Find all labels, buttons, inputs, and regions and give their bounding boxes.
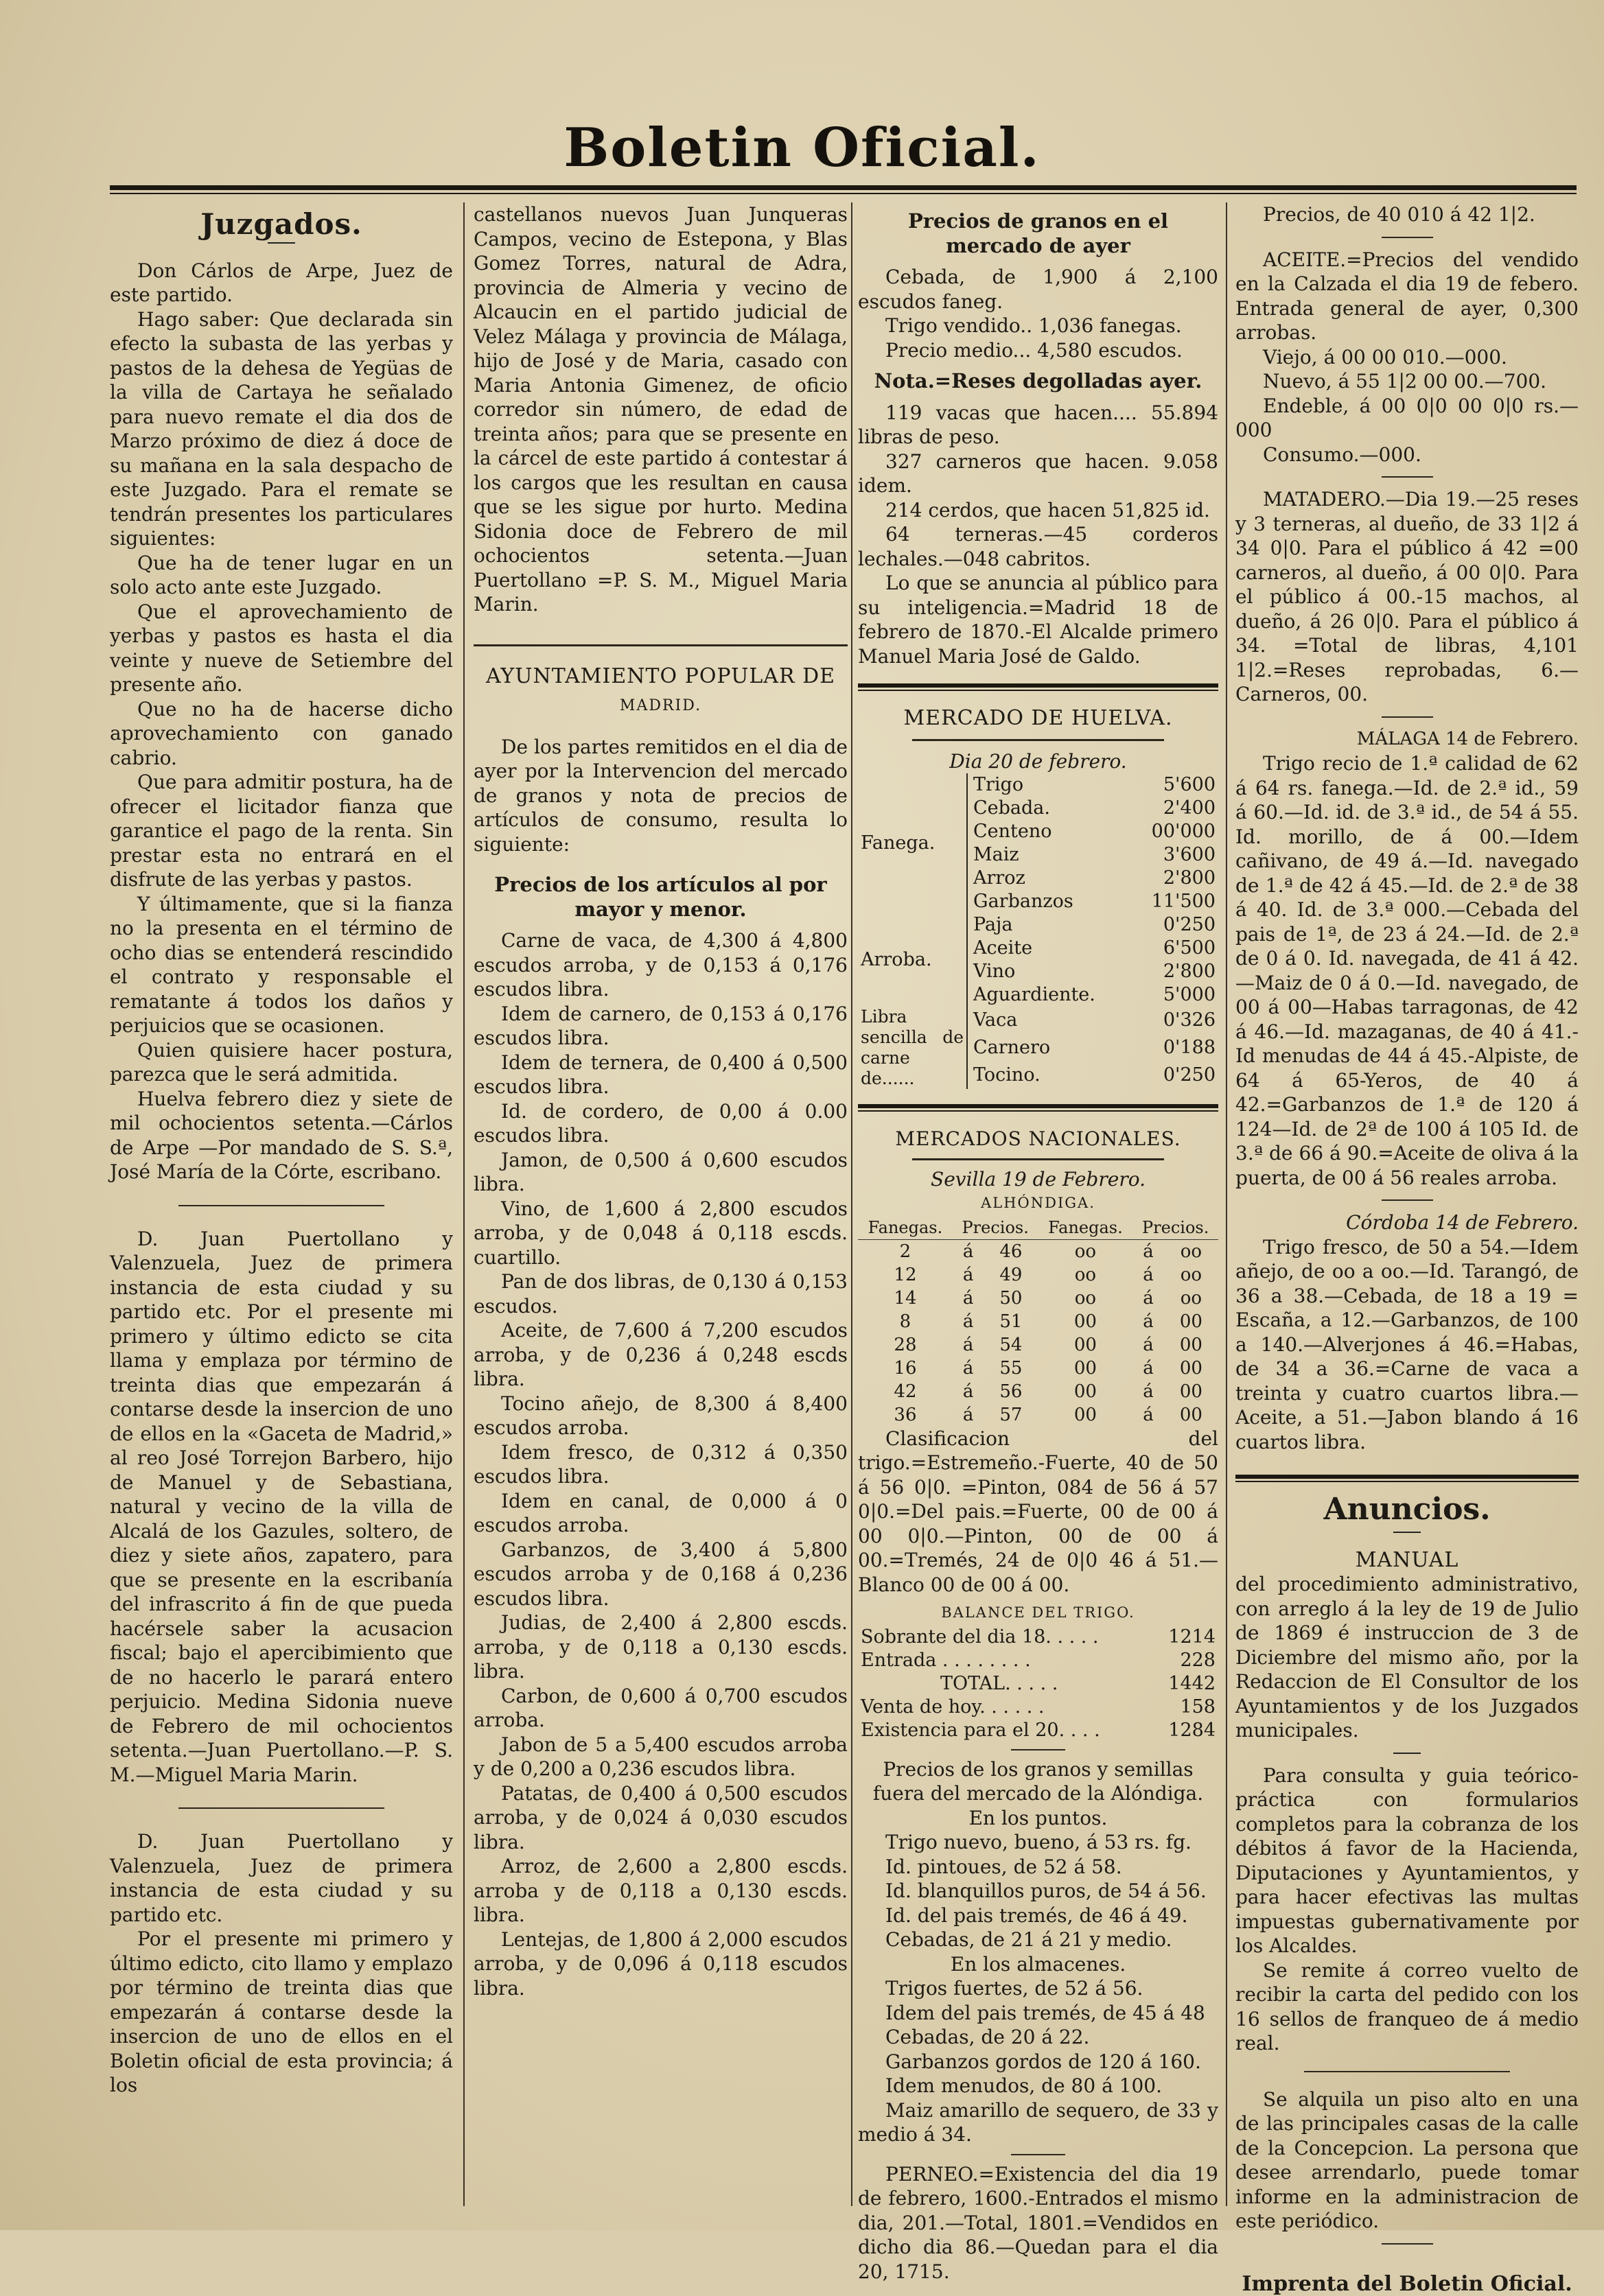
aceite-row: Endeble, á 00 0|0 00 0|0 rs.—000 bbox=[1235, 394, 1579, 443]
product-price: 3'600 bbox=[1131, 843, 1218, 867]
table-row bbox=[858, 1333, 1218, 1357]
prices-subheading: Precios de los artículos al por mayor y menor. bbox=[474, 873, 848, 922]
table-cell: á bbox=[953, 1239, 984, 1263]
balance-label: Entrada . . . . . . . . bbox=[858, 1649, 1154, 1672]
column-header: Precios. bbox=[1132, 1216, 1218, 1240]
notice-paragraph: Que para admitir postura, ha de ofrecer el licitador fianza que garantice el pago de la renta. Sin prestar esta no entrará en el disfrute de las yerbas y pastos. bbox=[110, 770, 453, 892]
product-price: 0'250 bbox=[1131, 1062, 1218, 1089]
almacenes-line: Maiz amarillo de sequero, de 33 y medio á 34. bbox=[858, 2098, 1218, 2147]
table-cell: 00 bbox=[1164, 1310, 1218, 1333]
table-cell: 42 bbox=[858, 1380, 953, 1403]
divider bbox=[1393, 1753, 1421, 1754]
precios-line: Precios, de 40 010 á 42 1|2. bbox=[1235, 202, 1579, 227]
product-price: 2'400 bbox=[1131, 797, 1218, 820]
table-cell: á bbox=[953, 1403, 984, 1427]
granos-line: Precio medio... 4,580 escudos. bbox=[858, 338, 1218, 363]
table-cell: 50 bbox=[984, 1287, 1038, 1310]
edict-intro: D. Juan Puertollano y Valenzuela, Juez de primera instancia de esta ciudad y su partido etc. bbox=[110, 1829, 453, 1927]
divider bbox=[1382, 237, 1433, 238]
divider bbox=[1393, 1532, 1421, 1533]
divider bbox=[1382, 716, 1433, 718]
table-cell: oo bbox=[1038, 1263, 1132, 1287]
table-cell: oo bbox=[1038, 1239, 1132, 1263]
table-header-row bbox=[858, 1216, 1218, 1240]
product-price: 00'000 bbox=[1131, 820, 1218, 843]
product-name: Arroz bbox=[967, 867, 1131, 890]
table-cell: á bbox=[953, 1287, 984, 1310]
divider bbox=[178, 1807, 384, 1809]
perneo-paragraph: PERNEO.=Existencia del dia 19 de febrero, 1600.-Entrados el mismo dia, 201.—Total, 1801.=Vendidos en dicho dia 86.—Quedan para el dia 20, 1715. bbox=[858, 2162, 1218, 2284]
divider bbox=[1235, 1475, 1579, 1482]
table-row bbox=[858, 1696, 1218, 1719]
nacionales-heading: MERCADOS NACIONALES. bbox=[858, 1127, 1218, 1151]
balance-value: 1214 bbox=[1154, 1626, 1218, 1649]
balance-value: 1442 bbox=[1154, 1672, 1218, 1696]
table-row bbox=[858, 773, 1218, 797]
clasificacion-text: Clasificacion del trigo.=Estremeño.-Fuerte, 40 de 50 á 56 0|0. =Pinton, 084 de 56 á 57 0|0.=Del pais.=Fuerte, 00 de 00 á 00 0|0.—Pinton, 00 de 00 á 00.=Tremés, 24 de 0|0 46 á 51.—Blanco 00 de 00 á 00. bbox=[858, 1427, 1218, 1597]
product-price: 11'500 bbox=[1131, 890, 1218, 913]
puntos-line: Id. blanquillos puros, de 54 á 56. bbox=[858, 1879, 1218, 1903]
column-divider bbox=[851, 202, 852, 2206]
notice-paragraph: Hago saber: Que declarada sin efecto la subasta de las yerbas y pastos de la dehesa de Yegüas de la villa de Cartaya he señalado para nuevo remate el dia dos de Marzo próximo de diez á doce de su mañana en la sala despacho de este Juzgado. Para el remate se tendrán presentes los particulares siguientes: bbox=[110, 307, 453, 551]
manual-paragraph: Para consulta y guia teórico-práctica con formularios completos para la cobranza de los débitos á favor de la Hacienda, Diputaciones y Ayuntamientos, y para hacer efectivas las multas impuestas gubernativamente por los Alcaldes. bbox=[1235, 1764, 1579, 1958]
column-divider bbox=[1226, 202, 1227, 2206]
table-cell: á bbox=[953, 1263, 984, 1287]
price-item: Judias, de 2,400 á 2,800 escds. arroba, y de 0,118 a 0,130 escds. libra. bbox=[474, 1610, 848, 1684]
cordoba-paragraph: Trigo fresco, de 50 a 54.—Idem añejo, de oo a oo.—Id. Tarangó, de 36 a 38.—Cebada, de 18 a 19 = Escaña, a 12.—Garbanzos, de 100 a 140.—Alverjones á 46.=Habas, de 34 a 36.=Carne de vaca a treinta y cuatro cuartos libra.—Aceite, a 51.—Jabon blando á 16 cuartos libra. bbox=[1235, 1235, 1579, 1455]
alhondiga-table bbox=[858, 1216, 1218, 1427]
reses-line: 64 terneras.—45 corderos lechales.—048 cabritos. bbox=[858, 522, 1218, 571]
unit-label: Libra sencilla de carne de...... bbox=[858, 1007, 967, 1089]
balance-rows bbox=[858, 1626, 1218, 1742]
price-item: Arroz, de 2,600 a 2,800 escds. arroba y de 0,118 a 0,130 escds. libra. bbox=[474, 1854, 848, 1928]
divider bbox=[1382, 1199, 1433, 1201]
table-cell: 16 bbox=[858, 1357, 953, 1380]
notice-paragraph: Que no ha de hacerse dicho aprovechamiento con ganado cabrio. bbox=[110, 697, 453, 771]
product-name: Carnero bbox=[967, 1034, 1131, 1062]
reses-heading: Nota.=Reses degolladas ayer. bbox=[858, 369, 1218, 394]
table-cell: 49 bbox=[984, 1263, 1038, 1287]
product-price: 0'250 bbox=[1131, 913, 1218, 937]
price-item: Patatas, de 0,400 á 0,500 escudos arroba, y de 0,024 á 0,030 escudos libra. bbox=[474, 1781, 848, 1855]
table-cell: 00 bbox=[1164, 1357, 1218, 1380]
divider bbox=[858, 1104, 1218, 1112]
table-cell: 36 bbox=[858, 1403, 953, 1427]
price-item: Idem en canal, de 0,000 á 0 escudos arroba. bbox=[474, 1489, 848, 1538]
divider bbox=[1011, 2154, 1065, 2155]
column-1 bbox=[110, 202, 453, 2206]
balance-label: TOTAL. . . . . bbox=[858, 1672, 1154, 1696]
cordoba-heading: Córdoba 14 de Febrero. bbox=[1235, 1210, 1579, 1235]
reses-line: 327 carneros que hacen. 9.058 idem. bbox=[858, 449, 1218, 498]
table-cell: 54 bbox=[984, 1333, 1038, 1357]
huelva-market-table bbox=[858, 773, 1218, 1089]
aceite-row: Nuevo, á 55 1|2 00 00.—700. bbox=[1235, 369, 1579, 394]
table-cell: 00 bbox=[1164, 1380, 1218, 1403]
almacenes-line: Idem menudos, de 80 á 100. bbox=[858, 2074, 1218, 2098]
table-cell: 00 bbox=[1038, 1333, 1132, 1357]
unit-label: Fanega. bbox=[858, 773, 967, 913]
column-header: Fanegas. bbox=[1038, 1216, 1132, 1240]
table-row bbox=[858, 1357, 1218, 1380]
unit-label: Arroba. bbox=[858, 913, 967, 1007]
table-row bbox=[858, 1380, 1218, 1403]
almacenes-heading: En los almacenes. bbox=[858, 1952, 1218, 1977]
table-row bbox=[858, 1007, 1218, 1034]
matadero-paragraph: MATADERO.—Dia 19.—25 reses y 3 terneras, al dueño, de 33 1|2 á 34 0|0. Para el público á 42 =00 carneros, al dueño, á 00 0|0. Para el público á 00.-15 machos, al dueño, á 26 0|0. Para el público á 34. =Total de libras, 4,101 1|2.=Reses reprobadas, 6.—Carneros, 00. bbox=[1235, 487, 1579, 707]
balance-value: 158 bbox=[1154, 1696, 1218, 1719]
notice-paragraph: Y últimamente, que si la fianza no la presenta en el término de ocho dias se entenderá rescindido el contrato y responsable el rematante á todos los daños y perjuicios que se ocasionen. bbox=[110, 892, 453, 1038]
anuncios-heading: Anuncios. bbox=[1235, 1497, 1579, 1522]
price-item: Carbon, de 0,600 á 0,700 escudos arroba. bbox=[474, 1684, 848, 1733]
balance-heading: BALANCE DEL TRIGO. bbox=[858, 1601, 1218, 1626]
table-cell: á bbox=[1132, 1333, 1163, 1357]
price-item: Vino, de 1,600 á 2,800 escudos arroba, y de 0,048 á 0,118 escds. cuartillo. bbox=[474, 1197, 848, 1270]
balance-label: Venta de hoy. . . . . . bbox=[858, 1696, 1154, 1719]
divider bbox=[178, 1205, 384, 1206]
alhondiga-heading: ALHÓNDIGA. bbox=[858, 1191, 1218, 1216]
product-price: 6'500 bbox=[1131, 937, 1218, 960]
puntos-heading: En los puntos. bbox=[858, 1806, 1218, 1831]
balance-value: 1284 bbox=[1154, 1719, 1218, 1742]
product-price: 0'326 bbox=[1131, 1007, 1218, 1034]
table-cell: 00 bbox=[1038, 1380, 1132, 1403]
divider bbox=[268, 242, 295, 244]
price-item: Garbanzos, de 3,400 á 5,800 escudos arroba y de 0,168 á 0,236 escudos libra. bbox=[474, 1538, 848, 1611]
price-item: Carne de vaca, de 4,300 á 4,800 escudos arroba, y de 0,153 á 0,176 escudos libra. bbox=[474, 928, 848, 1002]
product-price: 2'800 bbox=[1131, 867, 1218, 890]
aceite-row: Viejo, á 00 00 010.—000. bbox=[1235, 345, 1579, 370]
price-item: Aceite, de 7,600 á 7,200 escudos arroba, y de 0,236 á 0,248 escds libra. bbox=[474, 1318, 848, 1392]
divider bbox=[1304, 2071, 1510, 2072]
puntos-line: Id. del pais tremés, de 46 á 49. bbox=[858, 1903, 1218, 1928]
table-cell: á bbox=[1132, 1310, 1163, 1333]
granos-heading: Precios de granos en el mercado de ayer bbox=[858, 209, 1218, 258]
balance-label: Sobrante del dia 18. . . . . bbox=[858, 1626, 1154, 1649]
product-name: Vino bbox=[967, 960, 1131, 983]
table-cell: á bbox=[1132, 1287, 1163, 1310]
table-cell: 56 bbox=[984, 1380, 1038, 1403]
column-2 bbox=[474, 202, 848, 2206]
divider bbox=[1382, 2243, 1433, 2245]
product-name: Trigo bbox=[967, 773, 1131, 797]
table-cell: á bbox=[1132, 1357, 1163, 1380]
product-name: Paja bbox=[967, 913, 1131, 937]
table-cell: 00 bbox=[1038, 1310, 1132, 1333]
column-header: Fanegas. bbox=[858, 1216, 953, 1240]
puntos-line: Id. pintoues, de 52 á 58. bbox=[858, 1855, 1218, 1879]
masthead-rule bbox=[110, 185, 1577, 194]
table-cell: oo bbox=[1164, 1239, 1218, 1263]
reses-line: 119 vacas que hacen.... 55.894 libras de peso. bbox=[858, 401, 1218, 449]
divider bbox=[858, 683, 1218, 691]
table-cell: 00 bbox=[1164, 1333, 1218, 1357]
table-cell: 57 bbox=[984, 1403, 1038, 1427]
column-header: Precios. bbox=[953, 1216, 1038, 1240]
table-cell: 12 bbox=[858, 1263, 953, 1287]
table-cell: á bbox=[1132, 1403, 1163, 1427]
table-row bbox=[858, 1287, 1218, 1310]
almacenes-line: Trigos fuertes, de 52 á 56. bbox=[858, 1976, 1218, 2001]
reses-close: Lo que se anuncia al público para su inteligencia.=Madrid 18 de febrero de 1870.-El Alcalde primero Manuel Maria José de Galdo. bbox=[858, 571, 1218, 668]
price-item: Jabon de 5 a 5,400 escudos arroba y de 0,200 a 0,236 escudos libra. bbox=[474, 1733, 848, 1781]
section-heading-juzgados: Juzgados. bbox=[110, 212, 453, 237]
table-cell: á bbox=[1132, 1239, 1163, 1263]
product-name: Maiz bbox=[967, 843, 1131, 867]
notice-paragraph: Que el aprovechamiento de yerbas y pastos es hasta el dia veinte y nueve de Setiembre del presente año. bbox=[110, 600, 453, 697]
table-cell: á bbox=[1132, 1263, 1163, 1287]
table-cell: oo bbox=[1038, 1287, 1132, 1310]
product-name: Tocino. bbox=[967, 1062, 1131, 1089]
price-item: Idem de carnero, de 0,153 á 0,176 escudos libra. bbox=[474, 1002, 848, 1051]
column-divider bbox=[463, 202, 465, 2206]
product-name: Aceite bbox=[967, 937, 1131, 960]
product-name: Garbanzos bbox=[967, 890, 1131, 913]
aceite-row: Consumo.—000. bbox=[1235, 443, 1579, 467]
alhondiga-rows bbox=[858, 1239, 1218, 1427]
table-cell: oo bbox=[1164, 1287, 1218, 1310]
edict-paragraph: Por el presente mi primero y último edicto, cito llamo y emplazo por término de treinta dias que empezarán á contarse desde la insercion de uno de ellos en el Boletin oficial de esta provincia; á los bbox=[110, 1927, 453, 2098]
notice-paragraph: Quien quisiere hacer postura, parezca que le será admitida. bbox=[110, 1038, 453, 1087]
reses-line: 214 cerdos, que hacen 51,825 id. bbox=[858, 498, 1218, 523]
table-row bbox=[858, 1239, 1218, 1263]
manual-paragraph: del procedimiento administrativo, con arreglo á la ley de 19 de Julio de 1869 é instruccion de 3 de Diciembre del mismo año, por la Redaccion de El Consultor de los Ayuntamientos y de los Juzgados municipales. bbox=[1235, 1572, 1579, 1743]
table-cell: oo bbox=[1164, 1263, 1218, 1287]
sevilla-date: Sevilla 19 de Febrero. bbox=[858, 1167, 1218, 1192]
product-name: Vaca bbox=[967, 1007, 1131, 1034]
manual-heading: MANUAL bbox=[1235, 1548, 1579, 1573]
balance-value: 228 bbox=[1154, 1649, 1218, 1672]
malaga-paragraph: Trigo recio de 1.ª calidad de 62 á 64 rs. fanega.—Id. de 2.ª id., 59 á 60.—Id. id. de 3.ª id., de 54 á 55. Id. morillo, de á 00.—Idem cañivano, de 49 á.—Id. navegado de 1.ª de 42 á 45.—Id. de 2.ª de 38 á 40. Id. de 3.ª 000.—Cebada del pais de 1ª, de 23 á 24.—Id. de 2.ª de 0 á 0. Id. navegada, de 41 á 42.—Maiz de 0 á 0.—Id. navegado, de 00 á 00—Habas tarragonas, de 42 á 46.—Id. mazaganas, de 40 á 41.-Id menudas de 44 á 45.-Alpiste, de 64 á 65-Yeros, de 40 á 42.=Garbanzos de 1.ª de 120 á 124—Id. de 2ª de 100 á 105 Id. de 3.ª de 66 á 90.=Aceite de oliva á la puerta, de 00 á 56 reales arroba. bbox=[1235, 751, 1579, 1190]
table-cell: 46 bbox=[984, 1239, 1038, 1263]
table-row bbox=[858, 1263, 1218, 1287]
product-price: 2'800 bbox=[1131, 960, 1218, 983]
puntos-line: Cebadas, de 21 á 21 y medio. bbox=[858, 1928, 1218, 1952]
divider bbox=[1011, 1749, 1065, 1750]
price-item: Idem de ternera, de 0,400 á 0,500 escudos libra. bbox=[474, 1051, 848, 1099]
table-cell: 00 bbox=[1164, 1403, 1218, 1427]
price-item: Jamon, de 0,500 á 0,600 escudos libra. bbox=[474, 1148, 848, 1197]
table-cell: á bbox=[953, 1380, 984, 1403]
balance-table bbox=[858, 1626, 1218, 1742]
table-cell: 55 bbox=[984, 1357, 1038, 1380]
divider bbox=[912, 739, 1165, 741]
aceite-paragraph: ACEITE.=Precios del vendido en la Calzada el dia 19 de febero. Entrada general de ayer, 0,300 arrobas. bbox=[1235, 248, 1579, 345]
ayuntamiento-intro: De los partes remitidos en el dia de ayer por la Intervencion del mercado de granos y nota de precios de artículos de consumo, resulta lo siguiente: bbox=[474, 735, 848, 857]
column-4 bbox=[1235, 202, 1579, 2206]
table-cell: á bbox=[1132, 1380, 1163, 1403]
puntos-line: Trigo nuevo, bueno, á 53 rs. fg. bbox=[858, 1830, 1218, 1855]
notice-paragraph: Huelva febrero diez y siete de mil ochocientos setenta.—Cárlos de Arpe —Por mandado de S. S.ª, José María de la Córte, escribano. bbox=[110, 1087, 453, 1184]
product-name: Centeno bbox=[967, 820, 1131, 843]
ayuntamiento-heading: AYUNTAMIENTO POPULAR DE bbox=[474, 664, 848, 689]
table-row bbox=[858, 913, 1218, 937]
product-name: Aguardiente. bbox=[967, 983, 1131, 1007]
manual-paragraph: Se remite á correo vuelto de recibir la carta del pedido con los 16 sellos de franqueo de á medio real. bbox=[1235, 1958, 1579, 2056]
product-price: 5'000 bbox=[1131, 983, 1218, 1007]
table-row bbox=[858, 1403, 1218, 1427]
notice-paragraph: Don Cárlos de Arpe, Juez de este partido. bbox=[110, 259, 453, 307]
product-price: 0'188 bbox=[1131, 1034, 1218, 1062]
granos-line: Cebada, de 1,900 á 2,100 escudos faneg. bbox=[858, 265, 1218, 314]
table-cell: 14 bbox=[858, 1287, 953, 1310]
table-cell: 2 bbox=[858, 1239, 953, 1263]
table-row bbox=[858, 1719, 1218, 1742]
edict-continuation: castellanos nuevos Juan Junqueras Campos, vecino de Estepona, y Blas Gomez Torres, natural de Adra, provincia de Almeria y vecino de Alcaucin en el partido judicial de Velez Málaga y provincia de Málaga, hijo de José y de Maria, casado con Maria Antonia Gimenez, de oficio corredor sin número, de edad de treinta años; para que se presente en la cárcel de este partido á contestar á los cargos que les resultan en causa que se les sigue por hurto. Medina Sidonia doce de Febrero de mil ochocientos setenta.—Juan Puertollano =P. S. M., Miguel Maria Marin. bbox=[474, 202, 848, 617]
almacenes-line: Cebadas, de 20 á 22. bbox=[858, 2025, 1218, 2050]
masthead-title: Boletin Oficial. bbox=[0, 117, 1604, 179]
almacenes-line: Garbanzos gordos de 120 á 160. bbox=[858, 2050, 1218, 2074]
product-name: Cebada. bbox=[967, 797, 1131, 820]
table-cell: 28 bbox=[858, 1333, 953, 1357]
table-cell: 00 bbox=[1038, 1357, 1132, 1380]
table-cell: 8 bbox=[858, 1310, 953, 1333]
almacenes-line: Idem del pais tremés, de 45 á 48 bbox=[858, 2001, 1218, 2026]
price-item: Lentejas, de 1,800 á 2,000 escudos arroba, y de 0,096 á 0,118 escudos libra. bbox=[474, 1928, 848, 2001]
column-3 bbox=[858, 202, 1218, 2206]
ayuntamiento-subheading: MADRID. bbox=[474, 694, 848, 718]
malaga-heading: MÁLAGA 14 de Febrero. bbox=[1235, 727, 1579, 752]
divider bbox=[912, 1158, 1165, 1160]
price-item: Idem fresco, de 0,312 á 0,350 escudos libra. bbox=[474, 1440, 848, 1489]
table-cell: á bbox=[953, 1310, 984, 1333]
table-cell: á bbox=[953, 1333, 984, 1357]
huelva-date: Dia 20 de febrero. bbox=[858, 749, 1218, 774]
imprint: Imprenta del Boletin Oficial. bbox=[1235, 2272, 1579, 2296]
table-row bbox=[858, 1649, 1218, 1672]
product-price: 5'600 bbox=[1131, 773, 1218, 797]
granos-line: Trigo vendido.. 1,036 fanegas. bbox=[858, 314, 1218, 338]
fuera-heading: Precios de los granos y semillas fuera del mercado de la Alóndiga. bbox=[858, 1757, 1218, 1806]
price-item: Id. de cordero, de 0,00 á 0.00 escudos libra. bbox=[474, 1099, 848, 1148]
balance-label: Existencia para el 20. . . . bbox=[858, 1719, 1154, 1742]
price-item: Tocino añejo, de 8,300 á 8,400 escudos arroba. bbox=[474, 1392, 848, 1440]
piso-paragraph: Se alquila un piso alto en una de las principales casas de la calle de la Concepcion. La persona que desee arrendarlo, puede tomar informe en la administracion de este periódico. bbox=[1235, 2087, 1579, 2234]
table-row bbox=[858, 1672, 1218, 1696]
table-cell: 51 bbox=[984, 1310, 1038, 1333]
table-row bbox=[858, 1626, 1218, 1649]
table-cell: 00 bbox=[1038, 1403, 1132, 1427]
table-cell: á bbox=[953, 1357, 984, 1380]
price-item: Pan de dos libras, de 0,130 á 0,153 escudos. bbox=[474, 1269, 848, 1318]
notice-paragraph: Que ha de tener lugar en un solo acto ante este Juzgado. bbox=[110, 551, 453, 600]
edict-paragraph: D. Juan Puertollano y Valenzuela, Juez de primera instancia de esta ciudad y su partido etc. Por el presente mi primero y último edicto se cita llama y emplaza por término de treinta dias que empezarán á contarse desde la insercion de uno de ellos en la «Gaceta de Madrid,» al reo José Torrejon Barbero, hijo de Manuel y de Sebastiana, natural y vecino de la villa de Alcalá de los Gazules, soltero, de diez y siete años, zapatero, para que se presente en la escribanía del infrascrito á fin de que pueda hacérsele saber la acusacion fiscal; bajo el apercibimiento que de no hacerlo le parará entero perjuicio. Medina Sidonia nueve de Febrero de mil ochocientos setenta.—Juan Puertollano.—P. S. M.—Miguel Maria Marin. bbox=[110, 1227, 453, 1788]
divider bbox=[474, 644, 848, 646]
huelva-heading: MERCADO DE HUELVA. bbox=[858, 706, 1218, 731]
divider bbox=[1382, 476, 1433, 478]
table-row bbox=[858, 1310, 1218, 1333]
